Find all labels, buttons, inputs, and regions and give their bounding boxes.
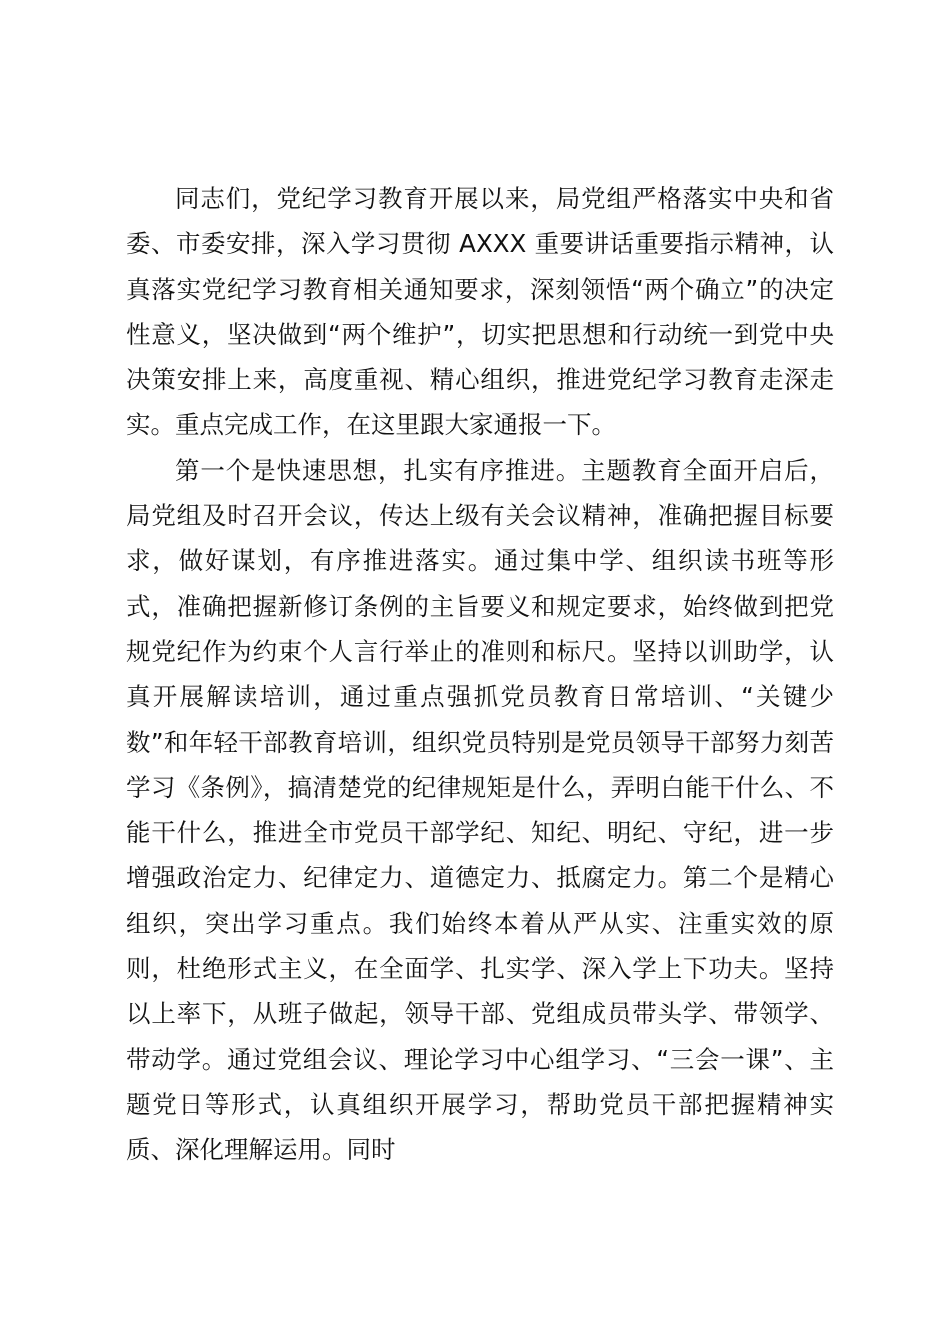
document-body — [126, 176, 834, 1173]
paragraph-opening: 同志们，党纪学习教育开展以来，局党组严格落实中央和省委、市委安排，深入学习贯彻 AXXX 重要讲话重要指示精神，认真落实党纪学习教育相关通知要求，深刻领悟“两个确立”的决定性意义，坚决做到“两个维护”，切实把思想和行动统一到党中央决策安排上来，高度重视、精心组织，推进党纪学习教育走深走实。重点完成工作，在这里跟大家通报一下。 — [126, 184, 834, 440]
paragraph-progress: 第一个是快速思想，扎实有序推进。主题教育全面开启后，局党组及时召开会议，传达上级有关会议精神，准确把握目标要求，做好谋划，有序推进落实。通过集中学、组织读书班等形式，准确把握新修订条例的主旨要义和规定要求，始终做到把党规党纪作为约束个人言行举止的准则和标尺。坚持以训助学，认真开展解读培训，通过重点强抓党员教育日常培训、“关键少数”和年轻干部教育培训，组织党员特别是党员领导干部努力刻苦学习《条例》，搞清楚党的纪律规矩是什么，弄明白能干什么、不能干什么，推进全市党员干部学纪、知纪、明纪、守纪，进一步增强政治定力、纪律定力、道德定力、抵腐定力。第二个是精心组织，突出学习重点。我们始终本着从严从实、注重实效的原则，杜绝形式主义，在全面学、扎实学、深入学上下功夫。坚持以上率下，从班子做起，领导干部、党组成员带头学、带领学、带动学。通过党组会议、理论学习中心组学习、“三会一课”、主题党日等形式，认真组织开展学习，帮助党员干部把握精神实质、深化理解运用。同时 — [126, 455, 834, 1165]
